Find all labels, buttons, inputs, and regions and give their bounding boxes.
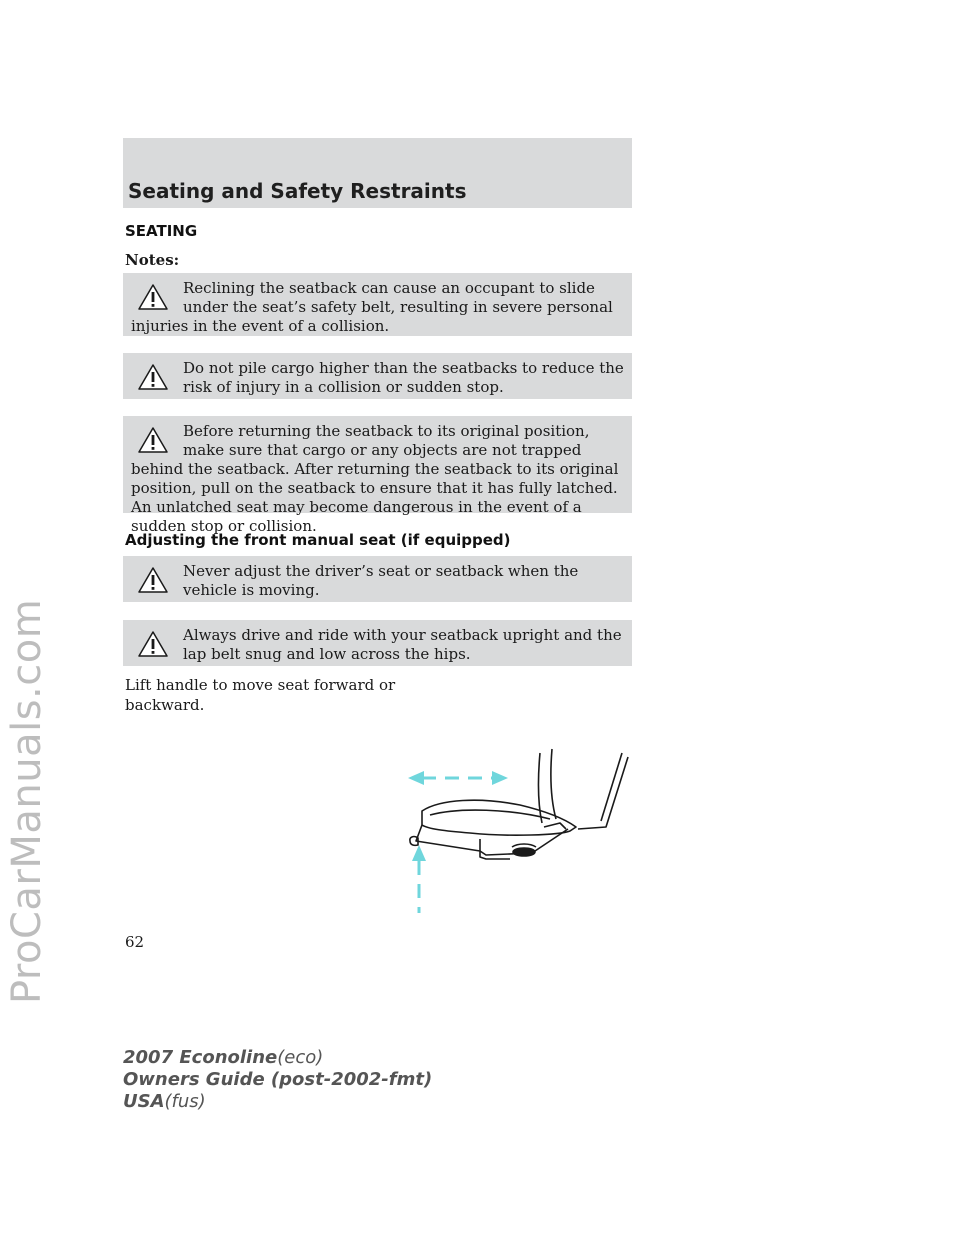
warning-text: Do not pile cargo higher than the seatbacks to reduce the risk of injury in a collision or sudden stop. (183, 359, 624, 396)
footer-model-code: (eco) (277, 1047, 324, 1068)
warning-triangle-icon (137, 426, 169, 454)
warning-triangle-icon (137, 630, 169, 658)
warning-triangle-icon (137, 283, 169, 311)
section-header-band (123, 138, 632, 208)
watermark: ProCarManuals.com (4, 598, 50, 1004)
footer-market: USA (123, 1091, 165, 1112)
lift-arrow-icon (412, 845, 426, 913)
warning-box (123, 620, 632, 666)
footer-model: 2007 Econoline (123, 1047, 278, 1068)
warning-triangle-icon (137, 363, 169, 391)
warning-text: Before returning the seatback to its original position, make sure that cargo or any objects are not trapped behind the seatback. After returning the seatback to its original position, pull on the seatback to ensure that it has fully latched. An unlatched seat may become dangerous in the event of a sudden stop or collision. (131, 422, 619, 535)
section-heading: SEATING (125, 222, 198, 240)
warning-text: Reclining the seatback can cause an occupant to slide under the seat’s safety belt, resulting in severe personal injuries in the event of a collision. (131, 279, 613, 335)
notes-label: Notes: (125, 251, 180, 269)
warning-box (123, 416, 632, 535)
seat-adjust-illustration (400, 745, 632, 915)
page-title: Seating and Safety Restraints (128, 179, 467, 203)
warning-box (123, 556, 632, 602)
warning-box (123, 353, 632, 399)
instruction-text: Lift handle to move seat forward or backward. (125, 676, 396, 714)
page-number: 62 (125, 933, 145, 951)
subsection-heading: Adjusting the front manual seat (if equipped) (125, 531, 511, 549)
footer-market-code: (fus) (164, 1091, 206, 1112)
fore-aft-arrow-icon (408, 771, 508, 785)
footer-doc-info (123, 1047, 432, 1113)
footer-guide: Owners Guide (post-2002-fmt) (123, 1069, 433, 1090)
warning-triangle-icon (137, 566, 169, 594)
warning-box (123, 273, 632, 336)
warning-text: Never adjust the driver’s seat or seatback when the vehicle is moving. (183, 562, 579, 599)
warning-text: Always drive and ride with your seatback upright and the lap belt snug and low across the hips. (183, 626, 622, 663)
seat-outline (410, 749, 628, 859)
